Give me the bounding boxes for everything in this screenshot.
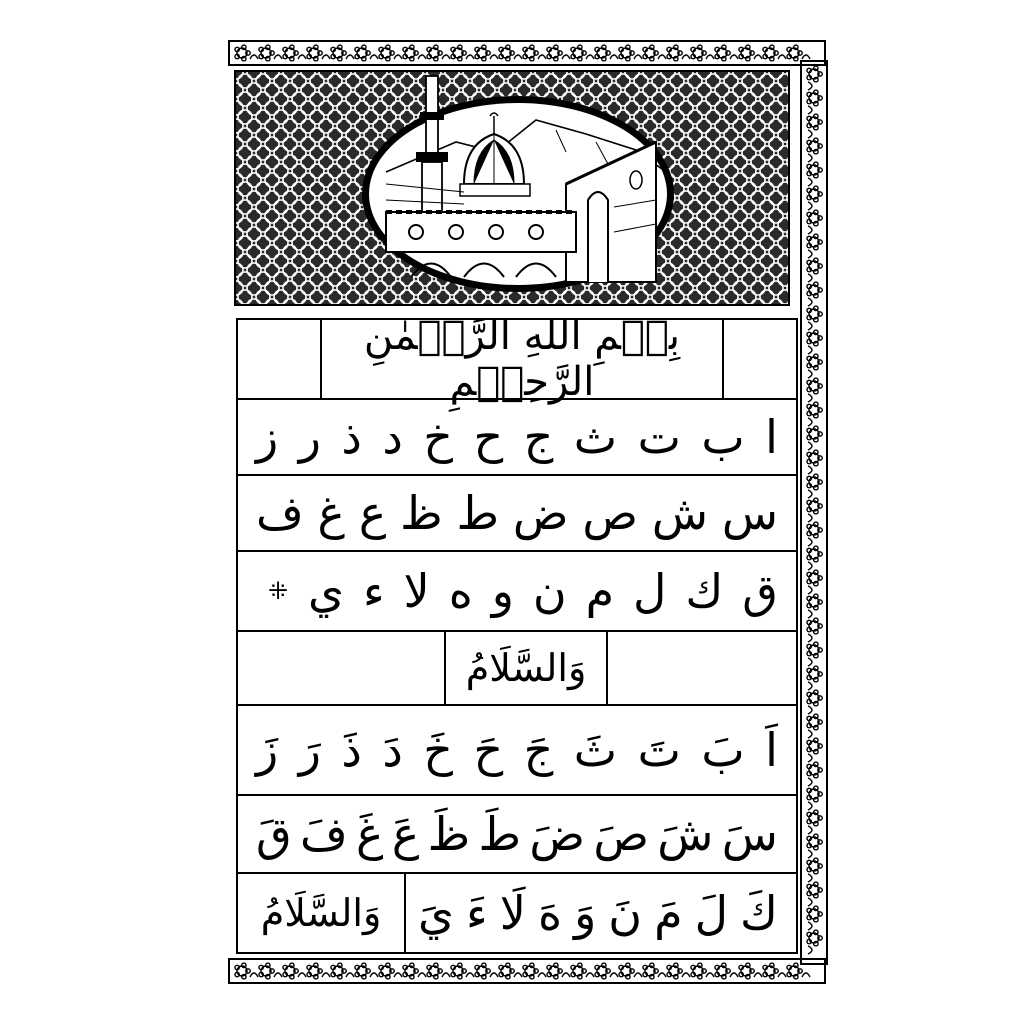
- arabic-letter: صَ: [593, 807, 649, 861]
- arabic-letter: نَ: [608, 886, 643, 940]
- salam-cell: [444, 632, 608, 704]
- arabic-letter: جَ: [523, 723, 554, 777]
- arabic-letter: ذ: [341, 410, 362, 464]
- arabic-letter: غَ: [356, 807, 384, 861]
- arabic-letter: طَ: [478, 807, 522, 861]
- ornament-mark: ⁜: [268, 577, 289, 605]
- arabic-letter: ب: [701, 410, 745, 464]
- salam-end-text: وَالسَّلَامُ: [260, 891, 382, 935]
- arabic-letter: فَ: [300, 807, 348, 861]
- vowel-row-2-list: [256, 807, 778, 861]
- arabic-letter: لا: [403, 564, 430, 618]
- arabic-letter: وَ: [574, 886, 597, 940]
- mosque-illustration: [236, 72, 788, 304]
- arabic-letter: بَ: [701, 723, 745, 777]
- salam-text: وَالسَّلَامُ: [465, 646, 587, 690]
- arabic-letter: ه: [448, 564, 473, 618]
- arabic-letter: م: [585, 564, 615, 618]
- arabic-letter: قَ: [256, 807, 292, 861]
- arabic-letter: د: [382, 410, 403, 464]
- arabic-letter: ح: [473, 410, 504, 464]
- arabic-letter: ضَ: [529, 807, 585, 861]
- arabic-letter: ثَ: [573, 723, 618, 777]
- vowel-row-2: [238, 796, 796, 874]
- arabic-letter: ك: [685, 564, 724, 618]
- vowel-row-3: [238, 874, 796, 952]
- letters-row-1: [238, 400, 796, 476]
- arabic-letter: ش: [651, 486, 708, 540]
- arabic-letter: اَ: [765, 723, 778, 777]
- basmala-row: [238, 313, 796, 405]
- arabic-letter: س: [721, 486, 778, 540]
- arabic-letter: ط: [456, 486, 500, 540]
- arabic-letter: تَ: [637, 723, 681, 777]
- floral-border-bottom: [228, 958, 826, 984]
- arabic-letter: كَ: [740, 886, 778, 940]
- arabic-letter: ء: [362, 564, 385, 618]
- basmala-text: بِسۡمِ اللهِ الرَّحۡمٰنِ الرَّحِيۡمِ: [363, 313, 681, 405]
- arabic-letter: ذَ: [341, 723, 362, 777]
- alphabet-table: [236, 313, 798, 954]
- arabic-letter: شَ: [657, 807, 714, 861]
- arabic-letter: ع: [358, 486, 387, 540]
- arabic-letter: ر: [298, 410, 321, 464]
- arabic-letter: خَ: [423, 723, 453, 777]
- arabic-letter: ظ: [400, 486, 443, 540]
- arabic-letter: ل: [633, 564, 667, 618]
- arabic-letter: ن: [532, 564, 567, 618]
- arabic-letter: ض: [512, 486, 569, 540]
- mosque-illustration-panel: [234, 70, 790, 306]
- arabic-letter: ف: [256, 486, 304, 540]
- salam-end-cell: [238, 874, 406, 952]
- letters-row-2: [238, 476, 796, 552]
- arabic-letter: لَا: [499, 886, 526, 940]
- basmala-cell: [320, 313, 724, 405]
- arabic-letter: هَ: [537, 886, 563, 940]
- arabic-letter: ا: [765, 410, 778, 464]
- arabic-letter: ظَ: [427, 807, 471, 861]
- arabic-letter: خ: [423, 410, 453, 464]
- arabic-letter: يَ: [418, 886, 455, 940]
- arabic-letter: حَ: [473, 723, 504, 777]
- arabic-letter: ز: [256, 410, 279, 464]
- vowel-row-1-list: [256, 723, 778, 777]
- letters-row-2-list: [256, 486, 778, 540]
- arabic-letter: غ: [317, 486, 345, 540]
- letters-row-1-list: [256, 410, 778, 464]
- arabic-letter: ج: [523, 410, 554, 464]
- arabic-letter: لَ: [694, 886, 729, 940]
- letters-row-3: [238, 552, 796, 632]
- arabic-letter: ق: [742, 564, 778, 618]
- arabic-letter: و: [491, 564, 514, 618]
- floral-border-top: [228, 40, 826, 66]
- arabic-letter: دَ: [382, 723, 403, 777]
- vowel-row-3-list: [418, 886, 778, 940]
- floral-border-right: [800, 60, 828, 965]
- letters-row-3-list: [308, 564, 778, 618]
- arabic-letter: ص: [582, 486, 638, 540]
- arabic-letter: ي: [308, 564, 345, 618]
- arabic-letter: ث: [573, 410, 618, 464]
- salam-row: [238, 632, 796, 706]
- vowel-row-1: [238, 706, 796, 796]
- arabic-letter: ءَ: [466, 886, 488, 940]
- arabic-letter: ت: [637, 410, 681, 464]
- arabic-letter: رَ: [298, 723, 321, 777]
- arabic-letter: عَ: [391, 807, 420, 861]
- arabic-letter: سَ: [721, 807, 778, 861]
- arabic-letter: زَ: [256, 723, 279, 777]
- arabic-letter: مَ: [654, 886, 683, 940]
